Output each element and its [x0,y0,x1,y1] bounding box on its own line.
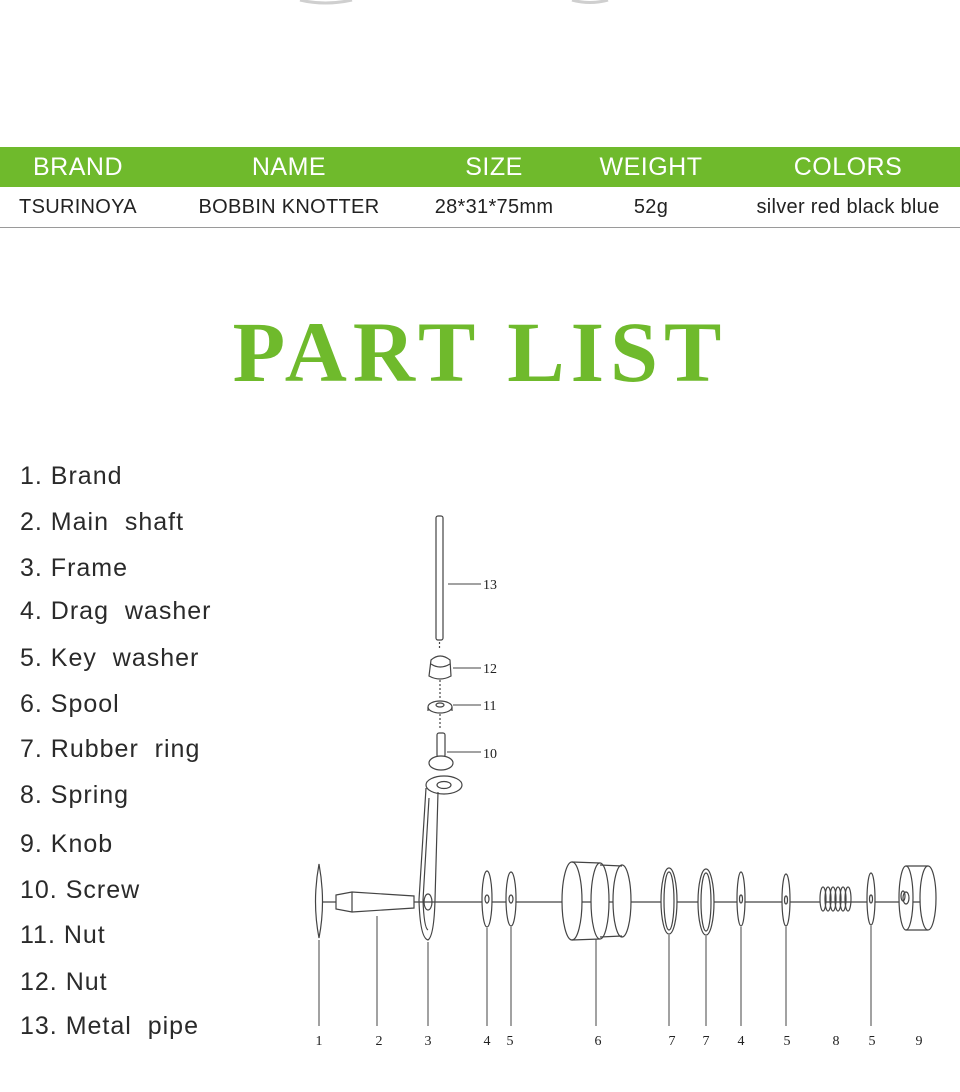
part-label: 5 [868,1034,876,1049]
bottom-labels [316,1034,923,1049]
part-label: 2 [375,1034,383,1049]
metal-pipe-part [436,516,443,650]
list-item: 5. Key washer [20,644,200,672]
part-label: 8 [832,1034,840,1049]
list-item: 2. Main shaft [20,508,185,536]
value-colors: silver red black blue [756,195,940,218]
part-label: 11 [483,699,497,714]
part-label: 12 [483,662,497,677]
part-label: 13 [483,578,497,593]
key-washer-part [506,872,516,926]
list-item: 10. Screw [20,876,141,904]
top-arc-right [572,0,608,3]
key-washer-part-3 [867,873,875,925]
part-label: 9 [915,1034,923,1049]
part-label: 6 [594,1034,602,1049]
list-item: 7. Rubber ring [20,735,201,763]
part-label: 7 [702,1034,710,1049]
brand-part [316,864,323,938]
list-item: 3. Frame [20,554,129,582]
main-shaft-part [336,892,414,912]
value-weight: 52g [633,195,669,218]
header-name: NAME [251,152,327,181]
side-labels [483,578,497,762]
part-label: 1 [315,1034,323,1049]
header-colors: COLORS [793,152,903,181]
page-title: PART LIST [232,304,728,400]
list-item: 8. Spring [20,781,130,809]
spool-part [562,862,631,940]
part-label: 4 [737,1034,745,1049]
part-label: 10 [483,747,497,762]
header-weight: WEIGHT [599,152,703,181]
list-item: 4. Drag washer [20,597,212,625]
spring-part [820,887,851,911]
leader-lines [319,584,871,1026]
header-brand: BRAND [32,152,123,181]
list-item: 1. Brand [20,462,123,490]
knob-part [899,866,936,930]
drag-washer-part-2 [737,872,745,926]
part-label: 7 [668,1034,676,1049]
frame-part [419,776,462,940]
value-size: 28*31*75mm [434,195,554,218]
top-arc-left [300,0,352,3]
part-label: 5 [506,1034,514,1049]
list-item: 12. Nut [20,968,108,996]
list-item: 9. Knob [20,830,114,858]
drag-washer-part [482,871,492,927]
part-label: 3 [424,1034,432,1049]
value-name: BOBBIN KNOTTER [198,195,380,218]
key-washer-part-2 [782,874,790,926]
nut-12-part [429,656,451,698]
nut-11-part [428,701,452,730]
list-item: 13. Metal pipe [20,1012,199,1040]
header-size: SIZE [465,152,523,181]
part-label: 4 [483,1034,491,1049]
value-brand: TSURINOYA [19,195,137,218]
part-label: 5 [783,1034,791,1049]
list-item: 11. Nut [20,921,106,949]
list-item: 6. Spool [20,690,120,718]
